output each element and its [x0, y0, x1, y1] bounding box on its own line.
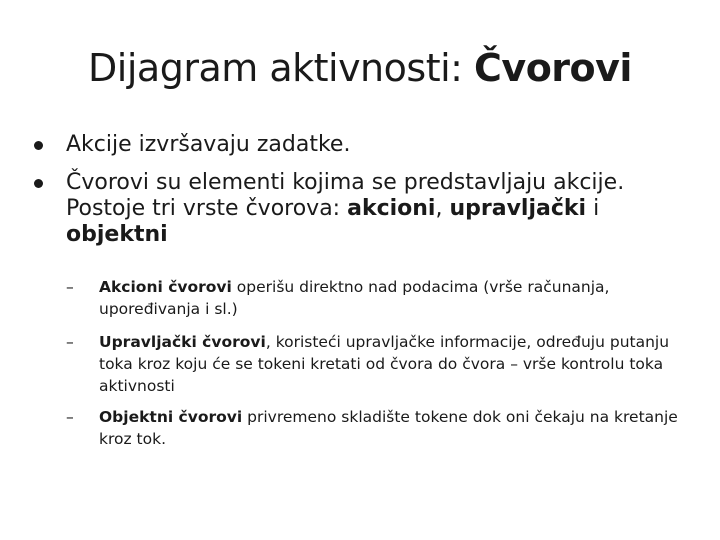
sub-bullet-item	[66, 406, 696, 450]
sub-bullet-text	[99, 331, 696, 397]
dash-icon: –	[66, 408, 74, 426]
sub-bullet-bold: Upravljački čvorovi	[99, 333, 266, 351]
bullet-separator: i	[586, 196, 600, 221]
sub-bullet-text	[99, 276, 696, 320]
bullet-item	[34, 170, 674, 248]
dash-icon: –	[66, 333, 74, 351]
bullet-text	[66, 170, 674, 248]
sub-bullet-body: operišu direktno nad podacima (vrše računanja, upoređivanja i sl.)	[99, 278, 610, 318]
bullet-bold-objektni: objektni	[66, 222, 168, 247]
slide-title	[0, 40, 720, 96]
sub-bullet-item	[66, 276, 696, 320]
bullet-text-part: Čvorovi su elementi kojima se predstavljaju akcije. Postoje tri vrste čvorova:	[66, 170, 625, 221]
sub-bullet-bold: Akcioni čvorovi	[99, 278, 232, 296]
bullet-item	[34, 132, 674, 158]
bullet-separator: ,	[435, 196, 450, 221]
bullet-bold-akcioni: akcioni	[347, 196, 436, 221]
bullet-bold-upravljacki: upravljački	[449, 196, 587, 221]
title-text: Dijagram aktivnosti:	[88, 46, 475, 90]
sub-bullet-item	[66, 331, 696, 397]
dash-icon: –	[66, 278, 74, 296]
bullet-dot-icon	[34, 179, 43, 188]
sub-bullet-body: privremeno skladište tokene dok oni čekaju na kretanje kroz tok.	[99, 408, 678, 448]
bullet-dot-icon	[34, 141, 43, 150]
sub-bullet-body: , koristeći upravljačke informacije, određuju putanju toka kroz koju će se tokeni kretati od čvora do čvora – vrše kontrolu toka aktivnosti	[99, 333, 670, 395]
title-bold-text: Čvorovi	[474, 46, 632, 90]
sub-bullet-bold: Objektni čvorovi	[99, 408, 243, 426]
bullet-text: Akcije izvršavaju zadatke.	[66, 132, 351, 157]
sub-bullet-text	[99, 406, 696, 450]
